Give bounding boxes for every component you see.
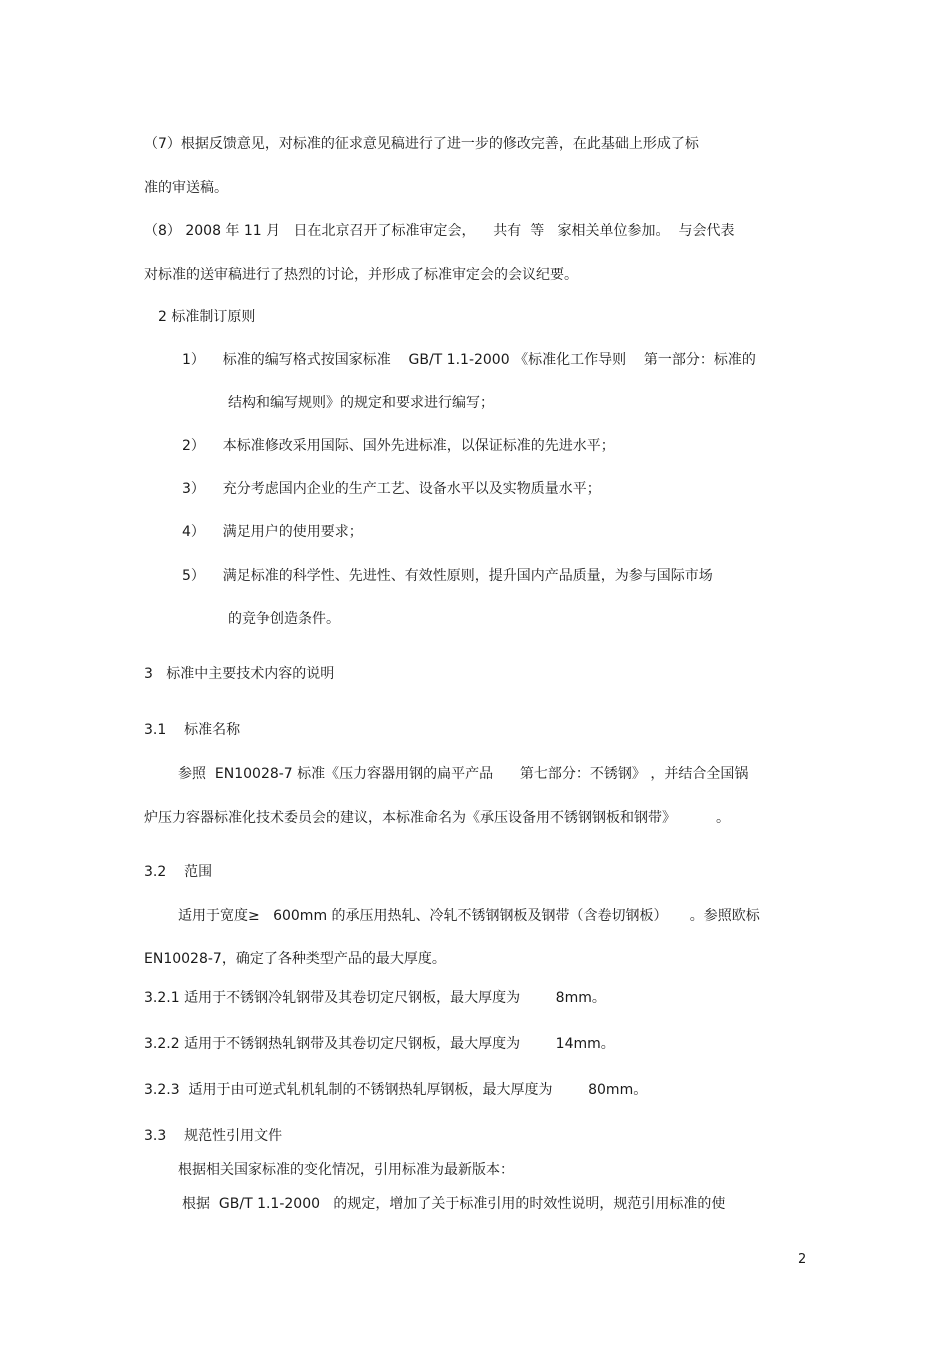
list-item: 4） 满足用户的使用要求； [182, 524, 363, 540]
section-heading: 2 标准制订原则 [158, 309, 256, 325]
page-number: 2 [798, 1252, 807, 1267]
paragraph-line: 根据 GB/T 1.1-2000 的规定，增加了关于标准引用的时效性说明，规范引用标准的使 [182, 1196, 726, 1212]
section-heading: 3 标准中主要技术内容的说明 [144, 666, 335, 682]
subsection-heading: 3.2 范围 [144, 864, 213, 880]
paragraph-line: EN10028-7，确定了各种类型产品的最大厚度。 [144, 951, 446, 967]
list-item-continuation: 的竞争创造条件。 [228, 611, 340, 627]
paragraph-line: 根据相关国家标准的变化情况，引用标准为最新版本： [178, 1162, 514, 1178]
paragraph-line: 准的审送稿。 [144, 180, 228, 196]
clause-line: 3.2.2 适用于不锈钢热轧钢带及其卷切定尺钢板，最大厚度为 14mm。 [144, 1036, 615, 1052]
subsection-heading: 3.3 规范性引用文件 [144, 1128, 283, 1144]
list-item: 1） 标准的编写格式按国家标准 GB/T 1.1-2000 《标准化工作导则 第一部分：标准的 [182, 352, 756, 368]
list-item: 3） 充分考虑国内企业的生产工艺、设备水平以及实物质量水平； [182, 481, 601, 497]
list-item: 2） 本标准修改采用国际、国外先进标准，以保证标准的先进水平； [182, 438, 615, 454]
subsection-heading: 3.1 标准名称 [144, 722, 241, 738]
paragraph-line: （7）根据反馈意见，对标准的征求意见稿进行了进一步的修改完善，在此基础上形成了标 [144, 136, 699, 152]
paragraph-line: 对标准的送审稿进行了热烈的讨论，并形成了标准审定会的会议纪要。 [144, 267, 578, 283]
paragraph-line: 参照 EN10028-7 标准《压力容器用钢的扁平产品 第七部分：不锈钢》 ，并结合全国锅 [178, 766, 749, 782]
paragraph-line: （8） 2008 年 11 月 日在北京召开了标准审定会， 共有 等 家相关单位参加。 与会代表 [144, 223, 735, 239]
list-item: 5） 满足标准的科学性、先进性、有效性原则，提升国内产品质量，为参与国际市场 [182, 568, 713, 584]
clause-line: 3.2.3 适用于由可逆式轧机轧制的不锈钢热轧厚钢板，最大厚度为 80mm。 [144, 1082, 648, 1098]
paragraph-line: 适用于宽度≥ 600mm 的承压用热轧、冷轧不锈钢钢板及钢带（含卷切钢板） 。参照欧标 [178, 908, 760, 924]
list-item-continuation: 结构和编写规则》的规定和要求进行编写； [228, 395, 494, 411]
paragraph-line: 炉压力容器标准化技术委员会的建议，本标准命名为《承压设备用不锈钢钢板和钢带》 。 [144, 810, 731, 826]
clause-line: 3.2.1 适用于不锈钢冷轧钢带及其卷切定尺钢板，最大厚度为 8mm。 [144, 990, 606, 1006]
